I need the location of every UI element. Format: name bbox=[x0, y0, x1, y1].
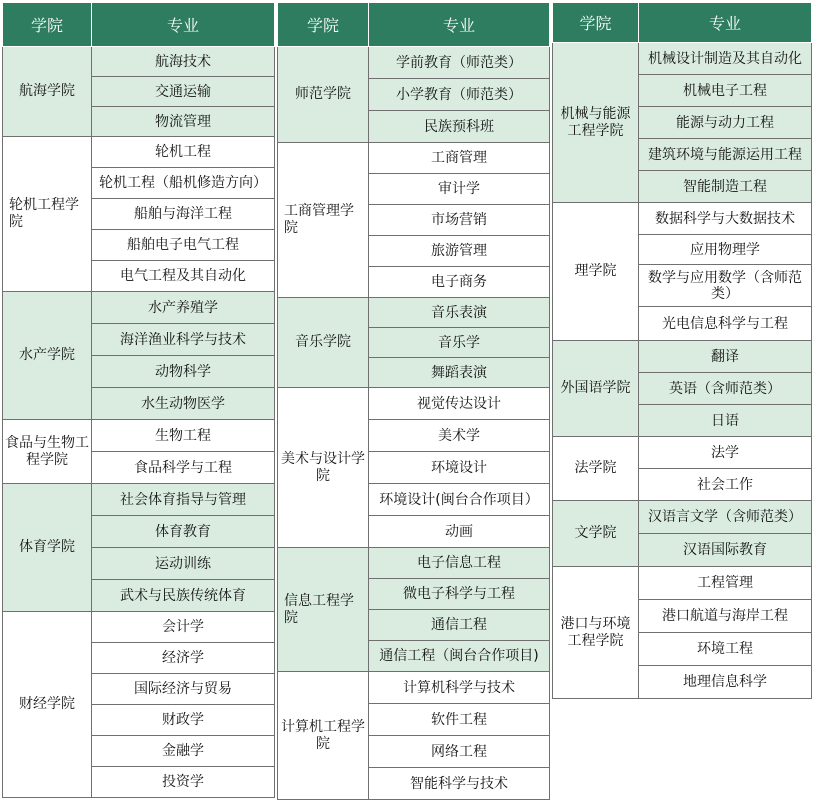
college-cell: 体育学院 bbox=[3, 484, 92, 612]
major-cell: 市场营销 bbox=[369, 205, 550, 236]
table-row bbox=[553, 43, 812, 75]
major-cell: 旅游管理 bbox=[369, 236, 550, 267]
major-cell: 环境设计 bbox=[369, 452, 550, 484]
table-row bbox=[278, 298, 550, 328]
table-row bbox=[553, 501, 812, 534]
table-row bbox=[3, 47, 275, 77]
majors-table-3 bbox=[552, 2, 812, 699]
major-cell: 法学 bbox=[639, 437, 812, 469]
major-cell: 动物科学 bbox=[92, 356, 275, 388]
table-row bbox=[3, 420, 275, 452]
major-cell: 智能科学与技术 bbox=[369, 768, 550, 800]
major-cell: 电子信息工程 bbox=[369, 548, 550, 579]
major-cell: 物流管理 bbox=[92, 107, 275, 137]
major-cell: 软件工程 bbox=[369, 704, 550, 736]
college-cell: 航海学院 bbox=[3, 47, 92, 137]
college-cell: 音乐学院 bbox=[278, 298, 369, 388]
major-cell: 机械设计制造及其自动化 bbox=[639, 43, 812, 75]
major-cell: 网络工程 bbox=[369, 736, 550, 768]
major-cell: 建筑环境与能源运用工程 bbox=[639, 139, 812, 171]
major-cell: 光电信息科学与工程 bbox=[639, 307, 812, 341]
table-row bbox=[278, 143, 550, 174]
table-row bbox=[278, 672, 550, 704]
major-cell: 计算机科学与技术 bbox=[369, 672, 550, 704]
college-cell: 计算机工程学院 bbox=[278, 672, 369, 800]
college-cell: 外国语学院 bbox=[553, 341, 639, 437]
table-row bbox=[3, 292, 275, 324]
major-cell: 工商管理 bbox=[369, 143, 550, 174]
major-cell: 学前教育（师范类） bbox=[369, 47, 550, 79]
major-cell: 舞蹈表演 bbox=[369, 358, 550, 388]
college-cell: 财经学院 bbox=[3, 612, 92, 798]
college-cell: 美术与设计学院 bbox=[278, 388, 369, 548]
major-cell: 汉语国际教育 bbox=[639, 534, 812, 567]
table-row bbox=[3, 137, 275, 168]
major-cell: 财政学 bbox=[92, 705, 275, 736]
major-cell: 武术与民族传统体育 bbox=[92, 580, 275, 612]
major-cell: 智能制造工程 bbox=[639, 171, 812, 203]
major-cell: 民族预科班 bbox=[369, 111, 550, 143]
major-cell: 船舶与海洋工程 bbox=[92, 199, 275, 230]
major-cell: 环境设计(闽台合作项目） bbox=[369, 484, 550, 516]
table-row bbox=[553, 203, 812, 235]
major-cell: 翻译 bbox=[639, 341, 812, 373]
majors-table-1 bbox=[2, 2, 275, 798]
major-cell: 英语（含师范类） bbox=[639, 373, 812, 405]
major-cell: 会计学 bbox=[92, 612, 275, 643]
major-cell: 生物工程 bbox=[92, 420, 275, 452]
majors-table-2 bbox=[277, 2, 550, 800]
table-row bbox=[3, 612, 275, 643]
major-cell: 通信工程 bbox=[369, 610, 550, 641]
major-cell: 投资学 bbox=[92, 767, 275, 798]
major-header: 专业 bbox=[639, 3, 812, 43]
major-cell: 社会体育指导与管理 bbox=[92, 484, 275, 516]
major-cell: 汉语言文学（含师范类） bbox=[639, 501, 812, 534]
major-cell: 轮机工程 bbox=[92, 137, 275, 168]
major-cell: 机械电子工程 bbox=[639, 75, 812, 107]
major-cell: 日语 bbox=[639, 405, 812, 437]
major-cell: 体育教育 bbox=[92, 516, 275, 548]
college-cell: 文学院 bbox=[553, 501, 639, 567]
major-cell: 社会工作 bbox=[639, 469, 812, 501]
college-cell: 信息工程学院 bbox=[278, 548, 369, 672]
table-row bbox=[553, 437, 812, 469]
major-cell: 水产养殖学 bbox=[92, 292, 275, 324]
college-cell: 水产学院 bbox=[3, 292, 92, 420]
major-cell: 微电子科学与工程 bbox=[369, 579, 550, 610]
major-cell: 数据科学与大数据技术 bbox=[639, 203, 812, 235]
major-cell: 交通运输 bbox=[92, 77, 275, 107]
college-cell: 港口与环境工程学院 bbox=[553, 567, 639, 699]
major-cell: 数学与应用数学（含师范类） bbox=[639, 265, 812, 307]
major-cell: 工程管理 bbox=[639, 567, 812, 600]
major-cell: 运动训练 bbox=[92, 548, 275, 580]
major-cell: 音乐表演 bbox=[369, 298, 550, 328]
college-cell: 师范学院 bbox=[278, 47, 369, 143]
table-row bbox=[553, 341, 812, 373]
college-cell: 法学院 bbox=[553, 437, 639, 501]
major-cell: 水生动物医学 bbox=[92, 388, 275, 420]
major-cell: 应用物理学 bbox=[639, 235, 812, 265]
major-header: 专业 bbox=[369, 3, 550, 47]
major-cell: 金融学 bbox=[92, 736, 275, 767]
table-row bbox=[278, 47, 550, 79]
major-cell: 音乐学 bbox=[369, 328, 550, 358]
major-cell: 审计学 bbox=[369, 174, 550, 205]
major-cell: 环境工程 bbox=[639, 633, 812, 666]
major-cell: 港口航道与海岸工程 bbox=[639, 600, 812, 633]
college-header: 学院 bbox=[553, 3, 639, 43]
table-row bbox=[278, 548, 550, 579]
major-cell: 轮机工程（船机修造方向） bbox=[92, 168, 275, 199]
major-cell: 电子商务 bbox=[369, 267, 550, 298]
major-cell: 经济学 bbox=[92, 643, 275, 674]
major-cell: 船舶电子电气工程 bbox=[92, 230, 275, 261]
table-row bbox=[3, 484, 275, 516]
college-cell: 食品与生物工程学院 bbox=[3, 420, 92, 484]
table-header-row bbox=[3, 3, 275, 47]
major-cell: 食品科学与工程 bbox=[92, 452, 275, 484]
table-row bbox=[553, 567, 812, 600]
table-header-row bbox=[553, 3, 812, 43]
college-cell: 轮机工程学院 bbox=[3, 137, 92, 292]
college-cell: 工商管理学院 bbox=[278, 143, 369, 298]
major-cell: 视觉传达设计 bbox=[369, 388, 550, 420]
major-cell: 电气工程及其自动化 bbox=[92, 261, 275, 292]
table-header-row bbox=[278, 3, 550, 47]
major-cell: 动画 bbox=[369, 516, 550, 548]
college-header: 学院 bbox=[3, 3, 92, 47]
major-cell: 地理信息科学 bbox=[639, 666, 812, 699]
major-header: 专业 bbox=[92, 3, 275, 47]
college-cell: 机械与能源工程学院 bbox=[553, 43, 639, 203]
major-cell: 航海技术 bbox=[92, 47, 275, 77]
college-header: 学院 bbox=[278, 3, 369, 47]
major-cell: 国际经济与贸易 bbox=[92, 674, 275, 705]
major-cell: 小学教育（师范类） bbox=[369, 79, 550, 111]
major-cell: 海洋渔业科学与技术 bbox=[92, 324, 275, 356]
college-cell: 理学院 bbox=[553, 203, 639, 341]
table-row bbox=[278, 388, 550, 420]
major-cell: 美术学 bbox=[369, 420, 550, 452]
major-cell: 通信工程（闽台合作项目) bbox=[369, 641, 550, 672]
major-cell: 能源与动力工程 bbox=[639, 107, 812, 139]
